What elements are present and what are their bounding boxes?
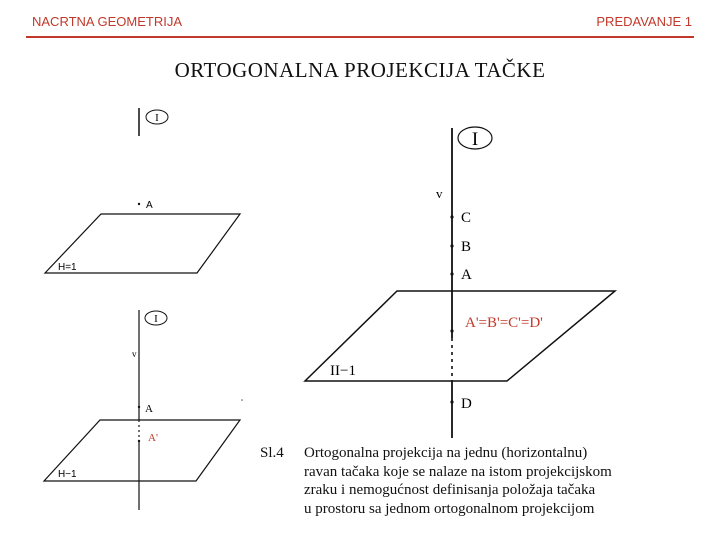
point-a-dot — [138, 406, 140, 408]
point-a-label: A — [146, 200, 153, 211]
caption-line: u prostoru sa jednom ortogonalnom projekcijom — [304, 500, 595, 517]
point-c-label: C — [461, 210, 472, 226]
point-c-dot — [450, 215, 453, 218]
figure-top-left — [45, 108, 240, 273]
ray-label: v — [436, 186, 443, 201]
slide-title: ORTOGONALNA PROJEKCIJA TAČKE — [174, 58, 546, 82]
eye-label: I — [154, 313, 158, 325]
ray-label: v — [132, 349, 137, 359]
figure-main — [305, 127, 615, 438]
caption-line: zraku i nemogućnost definisanja položaja tačaka — [304, 482, 596, 498]
point-b-label: B — [461, 239, 472, 255]
projection-dot — [138, 440, 140, 442]
figure-bottom-left — [44, 310, 243, 510]
projection-dot — [450, 329, 453, 332]
plane-label: H=1 — [58, 262, 77, 273]
eye-label: I — [471, 129, 479, 150]
caption-text — [304, 444, 674, 518]
projection-label: A'=B'=C'=D' — [465, 315, 543, 331]
caption-line: ravan tačaka koje se nalaze na istom projekcijskom — [304, 463, 612, 480]
caption-line: Ortogonalna projekcija na jednu (horizontalnu) — [304, 445, 588, 461]
lecture-label: PREDAVANJE 1 — [596, 14, 692, 29]
point-a-dot — [450, 272, 453, 275]
point-a-label: A — [461, 267, 472, 283]
course-title: NACRTNA GEOMETRIJA — [32, 14, 183, 29]
point-a-label: A — [145, 403, 153, 415]
speck — [241, 399, 243, 401]
point-d-label: D — [461, 396, 472, 412]
point-d-dot — [450, 400, 453, 403]
projection-label: A' — [148, 432, 158, 444]
caption-number: Sl.4 — [260, 445, 284, 461]
point-b-dot — [450, 244, 453, 247]
plane-label: II−1 — [330, 363, 356, 379]
point-a-dot — [138, 203, 140, 205]
plane-label: H−1 — [58, 469, 77, 480]
eye-label: I — [155, 112, 159, 124]
